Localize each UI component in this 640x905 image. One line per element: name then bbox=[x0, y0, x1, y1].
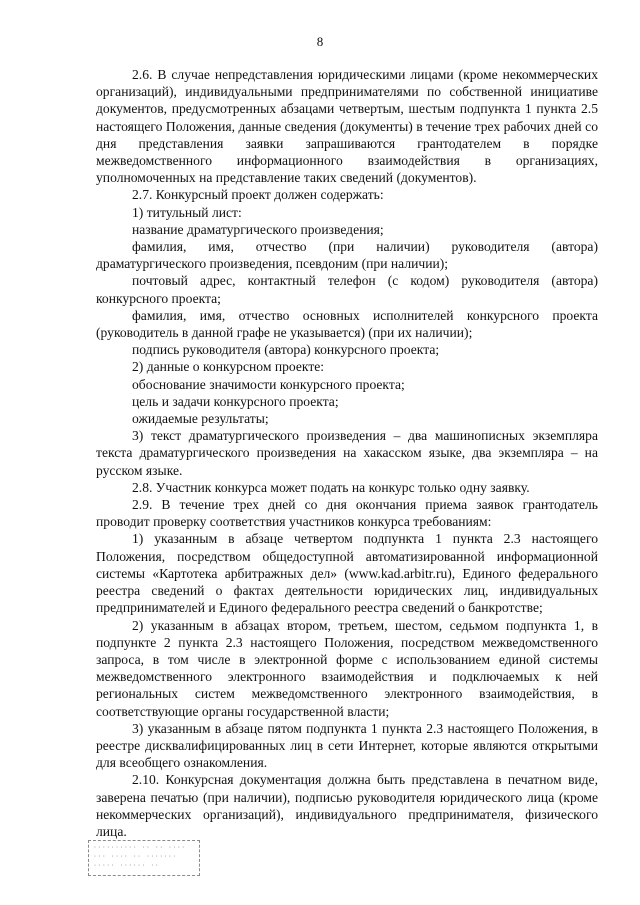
list-item-justification: обоснование значимости конкурсного проекта; bbox=[132, 376, 405, 392]
document-body bbox=[96, 66, 598, 840]
list-item-author-name: фамилия, имя, отчество (при наличии) руководителя (автора) драматургического произведения, псевдоним (при наличии); bbox=[96, 239, 598, 272]
paragraph-2-9-3: 3) указанным в абзаце пятом подпункта 1 пункта 2.3 настоящего Положения, в реестре дисквалифицированных лиц в сети Интернет, которые являются открытыми для всеобщего ознакомления. bbox=[96, 720, 598, 771]
list-item-results: ожидаемые результаты; bbox=[132, 411, 269, 427]
list-item-signature: подпись руководителя (автора) конкурсного проекта; bbox=[132, 342, 440, 358]
paragraph-2-6: 2.6. В случае непредставления юридическими лицами (кроме некоммерческих организаций), индивидуальными предпринимателями по собственной инициативе документов, предусмотренных абзацами четвертым, шестым подпункта 1 пункта 2.5 настоящего Положения, данные сведения (документы) в течение трех рабочих дней со дня представления заявки запрашиваются грантодателем в порядке межведомственного информационного взаимодействия в организациях, уполномоченных на представление таких сведений (документов). bbox=[96, 67, 598, 186]
faint-stamp: ·········· ·· ·· ···· ··· ···· ·· ······· ····· ······ ·· bbox=[88, 840, 200, 876]
list-item-title-page: 1) титульный лист: bbox=[132, 204, 242, 220]
list-item-address: почтовый адрес, контактный телефон (с кодом) руководителя (автора) конкурсного проекта; bbox=[96, 273, 598, 306]
paragraph-2-7: 2.7. Конкурсный проект должен содержать: bbox=[132, 187, 384, 203]
page-number: 8 bbox=[316, 34, 324, 49]
list-item-project-data: 2) данные о конкурсном проекте: bbox=[132, 359, 325, 375]
list-item-performers: фамилия, имя, отчество основных исполнителей конкурсного проекта (руководитель в данной графе не указывается) (при их наличии); bbox=[96, 307, 598, 341]
paragraph-2-10: 2.10. Конкурсная документация должна быть представлена в печатном виде, заверена печатью (при наличии), подписью руководителя юридического лица (кроме некоммерческих организаций), индивидуального предпринимателя, физического лица. bbox=[96, 772, 598, 839]
paragraph-2-9: 2.9. В течение трех дней со дня окончания приема заявок грантодатель проводит проверку соответствия участников конкурса требованиям: bbox=[96, 497, 598, 530]
paragraph-2-9-2: 2) указанным в абзацах втором, третьем, шестом, седьмом подпункта 1, в подпункте 2 пункта 2.3 настоящего Положения, посредством межведомственного запроса, в том числе в электронной форме с использованием единой системы межведомственного электронного взаимодействия и подключаемых к ней региональных систем межведомственного электронного взаимодействия, в соответствующие органы государственной власти; bbox=[96, 617, 598, 719]
list-item-work-name: название драматургического произведения; bbox=[132, 221, 384, 237]
list-item-text: 3) текст драматургического произведения – два машинописных экземпляра текста драматургического произведения на хакасском языке, два экземпляра – на русском языке. bbox=[96, 428, 598, 478]
paragraph-2-8: 2.8. Участник конкурса может подать на конкурс только одну заявку. bbox=[132, 479, 530, 495]
list-item-goals: цель и задачи конкурсного проекта; bbox=[132, 393, 339, 409]
paragraph-2-9-1: 1) указанным в абзаце четвертом подпункта 1 пункта 2.3 настоящего Положения, посредством общедоступной автоматизированной информационной системы «Картотека арбитражных дел» (www.kad.arbitr.ru), Единого федерального реестра сведений о фактах деятельности юридических лиц, индивидуальных предпринимателей и Единого федерального реестра сведений о банкротстве; bbox=[96, 531, 598, 616]
